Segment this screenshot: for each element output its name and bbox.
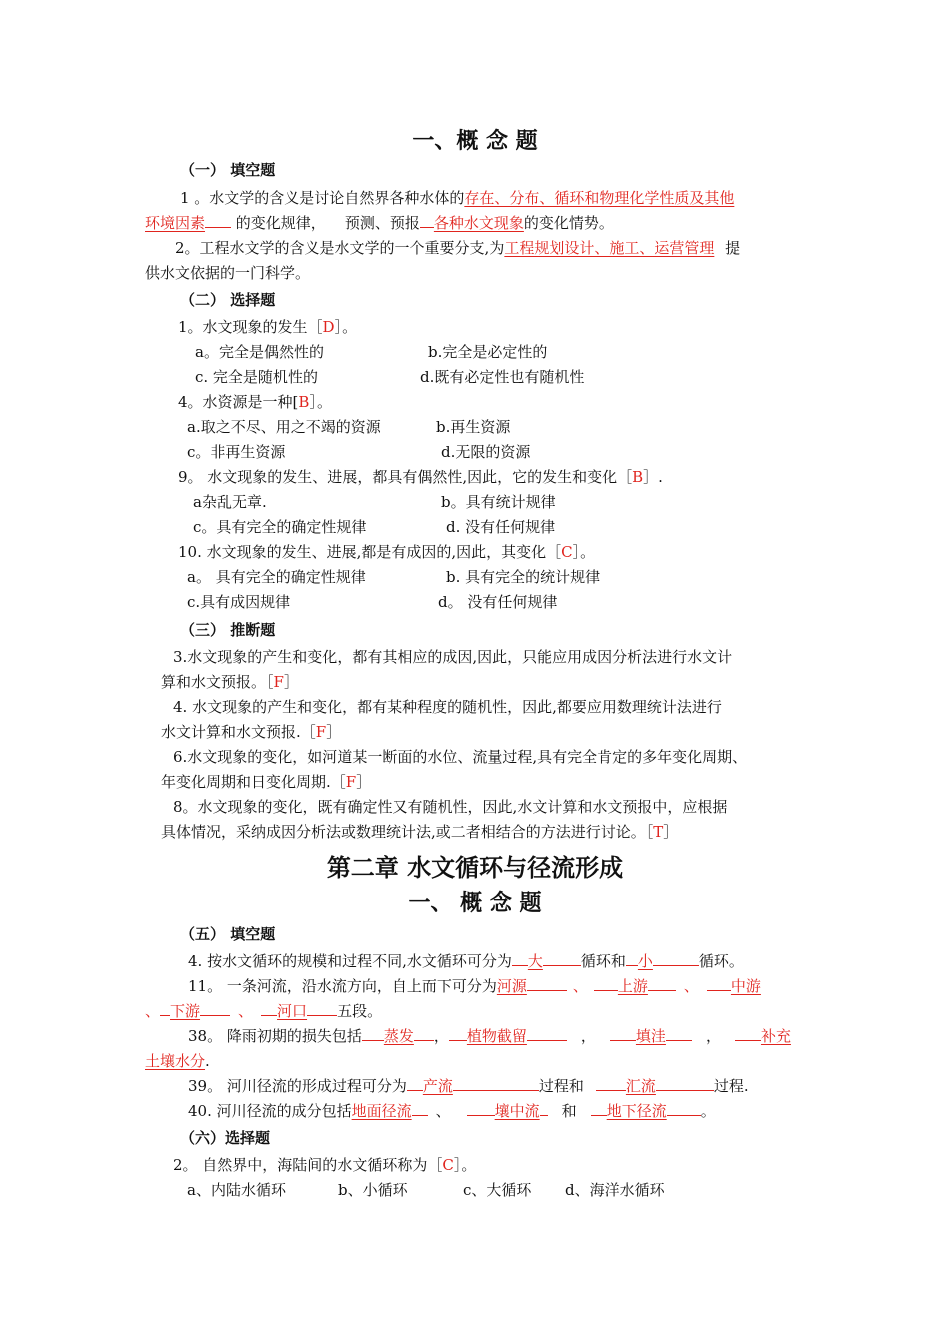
answer-blank xyxy=(205,213,231,228)
bracket-close: ］ xyxy=(326,723,342,741)
answer-text: T xyxy=(653,823,664,841)
option-b: b.完全是必定性的 xyxy=(428,343,548,361)
answer-blank xyxy=(453,1076,539,1091)
answer-blank xyxy=(707,976,731,991)
option-a: a、内陆水循环 xyxy=(187,1181,286,1199)
answer-blank xyxy=(407,1076,423,1091)
question-text: 具体情况，采纳成因分析法或数理统计法,或二者相结合的方法进行讨论。［ xyxy=(161,823,654,841)
question-text: 循环和 xyxy=(580,952,626,970)
question-text: 38。 降雨初期的损失包括 xyxy=(188,1027,362,1045)
answer-blank xyxy=(543,951,581,966)
option-d: d、海洋水循环 xyxy=(565,1181,665,1199)
separator: ， xyxy=(433,1027,449,1045)
answer-text: 地下径流 xyxy=(606,1102,667,1120)
judgment-3-line-1: 3.水文现象的产生和变化，都有其相应的成因,因此，只能应用成因分析法进行水文计 xyxy=(173,648,733,666)
question-text: 过程和 xyxy=(538,1077,584,1095)
answer-text: F xyxy=(315,723,327,741)
question-text: 40. 河川径流的成分包括 xyxy=(188,1102,352,1120)
question-1-line-1 xyxy=(180,188,734,208)
answer-text: F xyxy=(345,773,357,791)
bracket-close: ］ xyxy=(663,823,679,841)
choice-question-9 xyxy=(178,467,663,487)
answer-blank xyxy=(160,1001,170,1016)
section-title: 一、概 念 题 xyxy=(412,129,538,154)
subsection-heading: （三） 推断题 xyxy=(180,621,276,639)
question-11-line-1 xyxy=(188,976,761,996)
separator: 、 xyxy=(572,977,588,995)
answer-text: 下游 xyxy=(170,1002,201,1020)
question-11-line-2 xyxy=(145,1001,382,1021)
answer-text: 填洼 xyxy=(635,1027,666,1045)
answer-blank xyxy=(648,976,676,991)
question-2-line-1 xyxy=(175,238,740,258)
answer-blank xyxy=(527,1026,567,1041)
question-text: 10. 水文现象的发生、进展,都是有成因的,因此，其变化［ xyxy=(178,543,562,561)
option-b: b.再生资源 xyxy=(436,418,511,436)
question-text: 过程. xyxy=(713,1077,749,1095)
choice-question-10 xyxy=(178,542,595,562)
punctuation: . xyxy=(205,1052,210,1070)
answer-text: D xyxy=(322,318,335,336)
bracket-close: ］。 xyxy=(572,543,596,561)
judgment-4-line-1: 4. 水文现象的产生和变化，都有某种程度的随机性，因此,都要应用数理统计法进行 xyxy=(173,698,722,716)
option-a: a.取之不尽、用之不竭的资源 xyxy=(187,418,381,436)
judgment-8-line-2 xyxy=(161,822,678,842)
answer-blank xyxy=(362,1026,384,1041)
answer-blank xyxy=(527,976,567,991)
answer-blank xyxy=(596,1076,626,1091)
answer-blank xyxy=(420,213,434,228)
question-text: 的变化规律， 预测、预报 xyxy=(235,214,420,232)
answer-blank xyxy=(594,976,618,991)
option-a: a。 具有完全的确定性规律 xyxy=(187,568,366,586)
question-text: 提 xyxy=(725,239,741,257)
question-text: 4. 按水文循环的规模和过程不同,水文循环可分为 xyxy=(188,952,512,970)
answer-text: C xyxy=(561,543,573,561)
separator: 、 xyxy=(145,1002,161,1020)
question-text: 1 。水文学的含义是讨论自然界各种水体的 xyxy=(180,189,465,207)
answer-blank xyxy=(412,1101,428,1116)
question-text: 和 xyxy=(561,1102,577,1120)
answer-text: 工程规划设计、施工、运营管理 xyxy=(504,239,715,257)
option-b: b. 具有完全的统计规律 xyxy=(446,568,601,586)
option-c: c. 完全是随机性的 xyxy=(195,368,318,386)
option-a: a杂乱无章. xyxy=(193,493,267,511)
answer-blank xyxy=(307,1001,337,1016)
choice-question-1 xyxy=(178,317,357,337)
judgment-6-line-2 xyxy=(161,772,371,792)
answer-blank xyxy=(449,1026,467,1041)
choice-question-2 xyxy=(173,1155,476,1175)
bracket-close: ］ xyxy=(356,773,372,791)
answer-text: 存在、分布、循环和物理化学性质及其他 xyxy=(464,189,735,207)
answer-blank xyxy=(666,1026,692,1041)
option-b: b、小循环 xyxy=(338,1181,408,1199)
option-a: a。完全是偶然性的 xyxy=(195,343,324,361)
answer-text: B xyxy=(632,468,644,486)
question-text: 循环。 xyxy=(698,952,744,970)
question-39 xyxy=(188,1076,749,1096)
answer-blank xyxy=(735,1026,761,1041)
option-d: d。 没有任何规律 xyxy=(438,593,558,611)
answer-text: 河口 xyxy=(277,1002,308,1020)
answer-blank xyxy=(610,1026,636,1041)
question-text: 五段。 xyxy=(337,1002,383,1020)
separator: 、 xyxy=(435,1102,451,1120)
question-text: 39。 河川径流的形成过程可分为 xyxy=(188,1077,407,1095)
subsection-heading: （一） 填空题 xyxy=(180,161,276,179)
answer-text: 土壤水分 xyxy=(145,1052,206,1070)
answer-text: 中游 xyxy=(730,977,761,995)
question-40 xyxy=(188,1101,716,1121)
question-text: 11。 一条河流，沿水流方向，自上而下可分为 xyxy=(188,977,497,995)
question-38-line-2 xyxy=(145,1051,210,1071)
answer-text: 汇流 xyxy=(625,1077,656,1095)
answer-text: F xyxy=(273,673,284,691)
bracket-close: ］ xyxy=(283,673,299,691)
answer-blank xyxy=(653,951,699,966)
choice-question-4 xyxy=(178,392,332,412)
answer-text: 植物截留 xyxy=(466,1027,527,1045)
question-text: 年变化周期和日变化周期.［ xyxy=(161,773,346,791)
question-1-line-2 xyxy=(145,213,614,233)
option-c: c.具有成因规律 xyxy=(187,593,291,611)
option-c: c。非再生资源 xyxy=(187,443,286,461)
separator: 、 xyxy=(238,1002,254,1020)
answer-blank xyxy=(656,1076,714,1091)
judgment-3-line-2 xyxy=(161,672,299,692)
judgment-6-line-1: 6.水文现象的变化，如河道某一断面的水位、流量过程,具有完全肯定的多年变化周期、 xyxy=(173,748,748,766)
question-4 xyxy=(188,951,744,971)
answer-text: 壤中流 xyxy=(494,1102,540,1120)
option-d: d.既有必定性也有随机性 xyxy=(420,368,585,386)
answer-blank xyxy=(261,1001,277,1016)
option-c: c。具有完全的确定性规律 xyxy=(193,518,367,536)
answer-text: 蒸发 xyxy=(383,1027,414,1045)
separator: ， xyxy=(580,1027,596,1045)
answer-text: 各种水文现象 xyxy=(433,214,524,232)
judgment-8-line-1: 8。水文现象的变化，既有确定性又有随机性，因此,水文计算和水文预报中，应根据 xyxy=(173,798,728,816)
question-text: 9。 水文现象的发生、进展，都具有偶然性,因此，它的发生和变化［ xyxy=(178,468,633,486)
answer-text: 小 xyxy=(637,952,653,970)
answer-blank xyxy=(591,1101,607,1116)
bracket-close: ］。 xyxy=(334,318,358,336)
question-text: 2。工程水文学的含义是水文学的一个重要分支,为 xyxy=(175,239,505,257)
subsection-heading: （六）选择题 xyxy=(180,1129,271,1147)
answer-text: 补充 xyxy=(760,1027,791,1045)
bracket-close: ］。 xyxy=(309,393,332,411)
answer-text: 环境因素 xyxy=(145,214,206,232)
option-c: c、大循环 xyxy=(463,1181,532,1199)
option-d: d.无限的资源 xyxy=(441,443,531,461)
bracket-close: ］。 xyxy=(453,1156,477,1174)
answer-blank xyxy=(540,1101,548,1116)
question-38-line-1 xyxy=(188,1026,791,1046)
question-text: 1。水文现象的发生［ xyxy=(178,318,323,336)
question-text: 2。 自然界中，海陆间的水文循环称为［ xyxy=(173,1156,443,1174)
question-text: 4。水资源是一种[ xyxy=(178,393,299,411)
answer-text: 河源 xyxy=(496,977,527,995)
subsection-heading: （五） 填空题 xyxy=(180,925,276,943)
separator: 、 xyxy=(683,977,699,995)
answer-text: 地面径流 xyxy=(351,1102,412,1120)
answer-text: 上游 xyxy=(617,977,648,995)
answer-text: B xyxy=(298,393,310,411)
answer-text: C xyxy=(442,1156,454,1174)
option-d: d. 没有任何规律 xyxy=(446,518,556,536)
subsection-heading: （二） 选择题 xyxy=(180,291,276,309)
answer-blank xyxy=(626,951,638,966)
answer-blank xyxy=(512,951,528,966)
question-text: 的变化情势。 xyxy=(523,214,614,232)
answer-blank xyxy=(467,1101,495,1116)
bracket-close: ］. xyxy=(643,468,663,486)
option-b: b。具有统计规律 xyxy=(441,493,556,511)
answer-text: 大 xyxy=(527,952,543,970)
question-text: 水文计算和水文预报.［ xyxy=(161,723,316,741)
question-text: 算和水文预报。［ xyxy=(161,673,274,691)
answer-blank xyxy=(200,1001,230,1016)
separator: ， xyxy=(705,1027,721,1045)
chapter-title: 第二章 水文循环与径流形成 xyxy=(326,854,624,882)
section-title: 一、 概 念 题 xyxy=(408,891,542,916)
question-2-line-2: 供水文依据的一门科学。 xyxy=(145,264,311,282)
answer-blank xyxy=(667,1101,701,1116)
question-text: 。 xyxy=(700,1102,716,1120)
judgment-4-line-2 xyxy=(161,722,341,742)
answer-text: 产流 xyxy=(422,1077,453,1095)
answer-blank xyxy=(414,1026,434,1041)
